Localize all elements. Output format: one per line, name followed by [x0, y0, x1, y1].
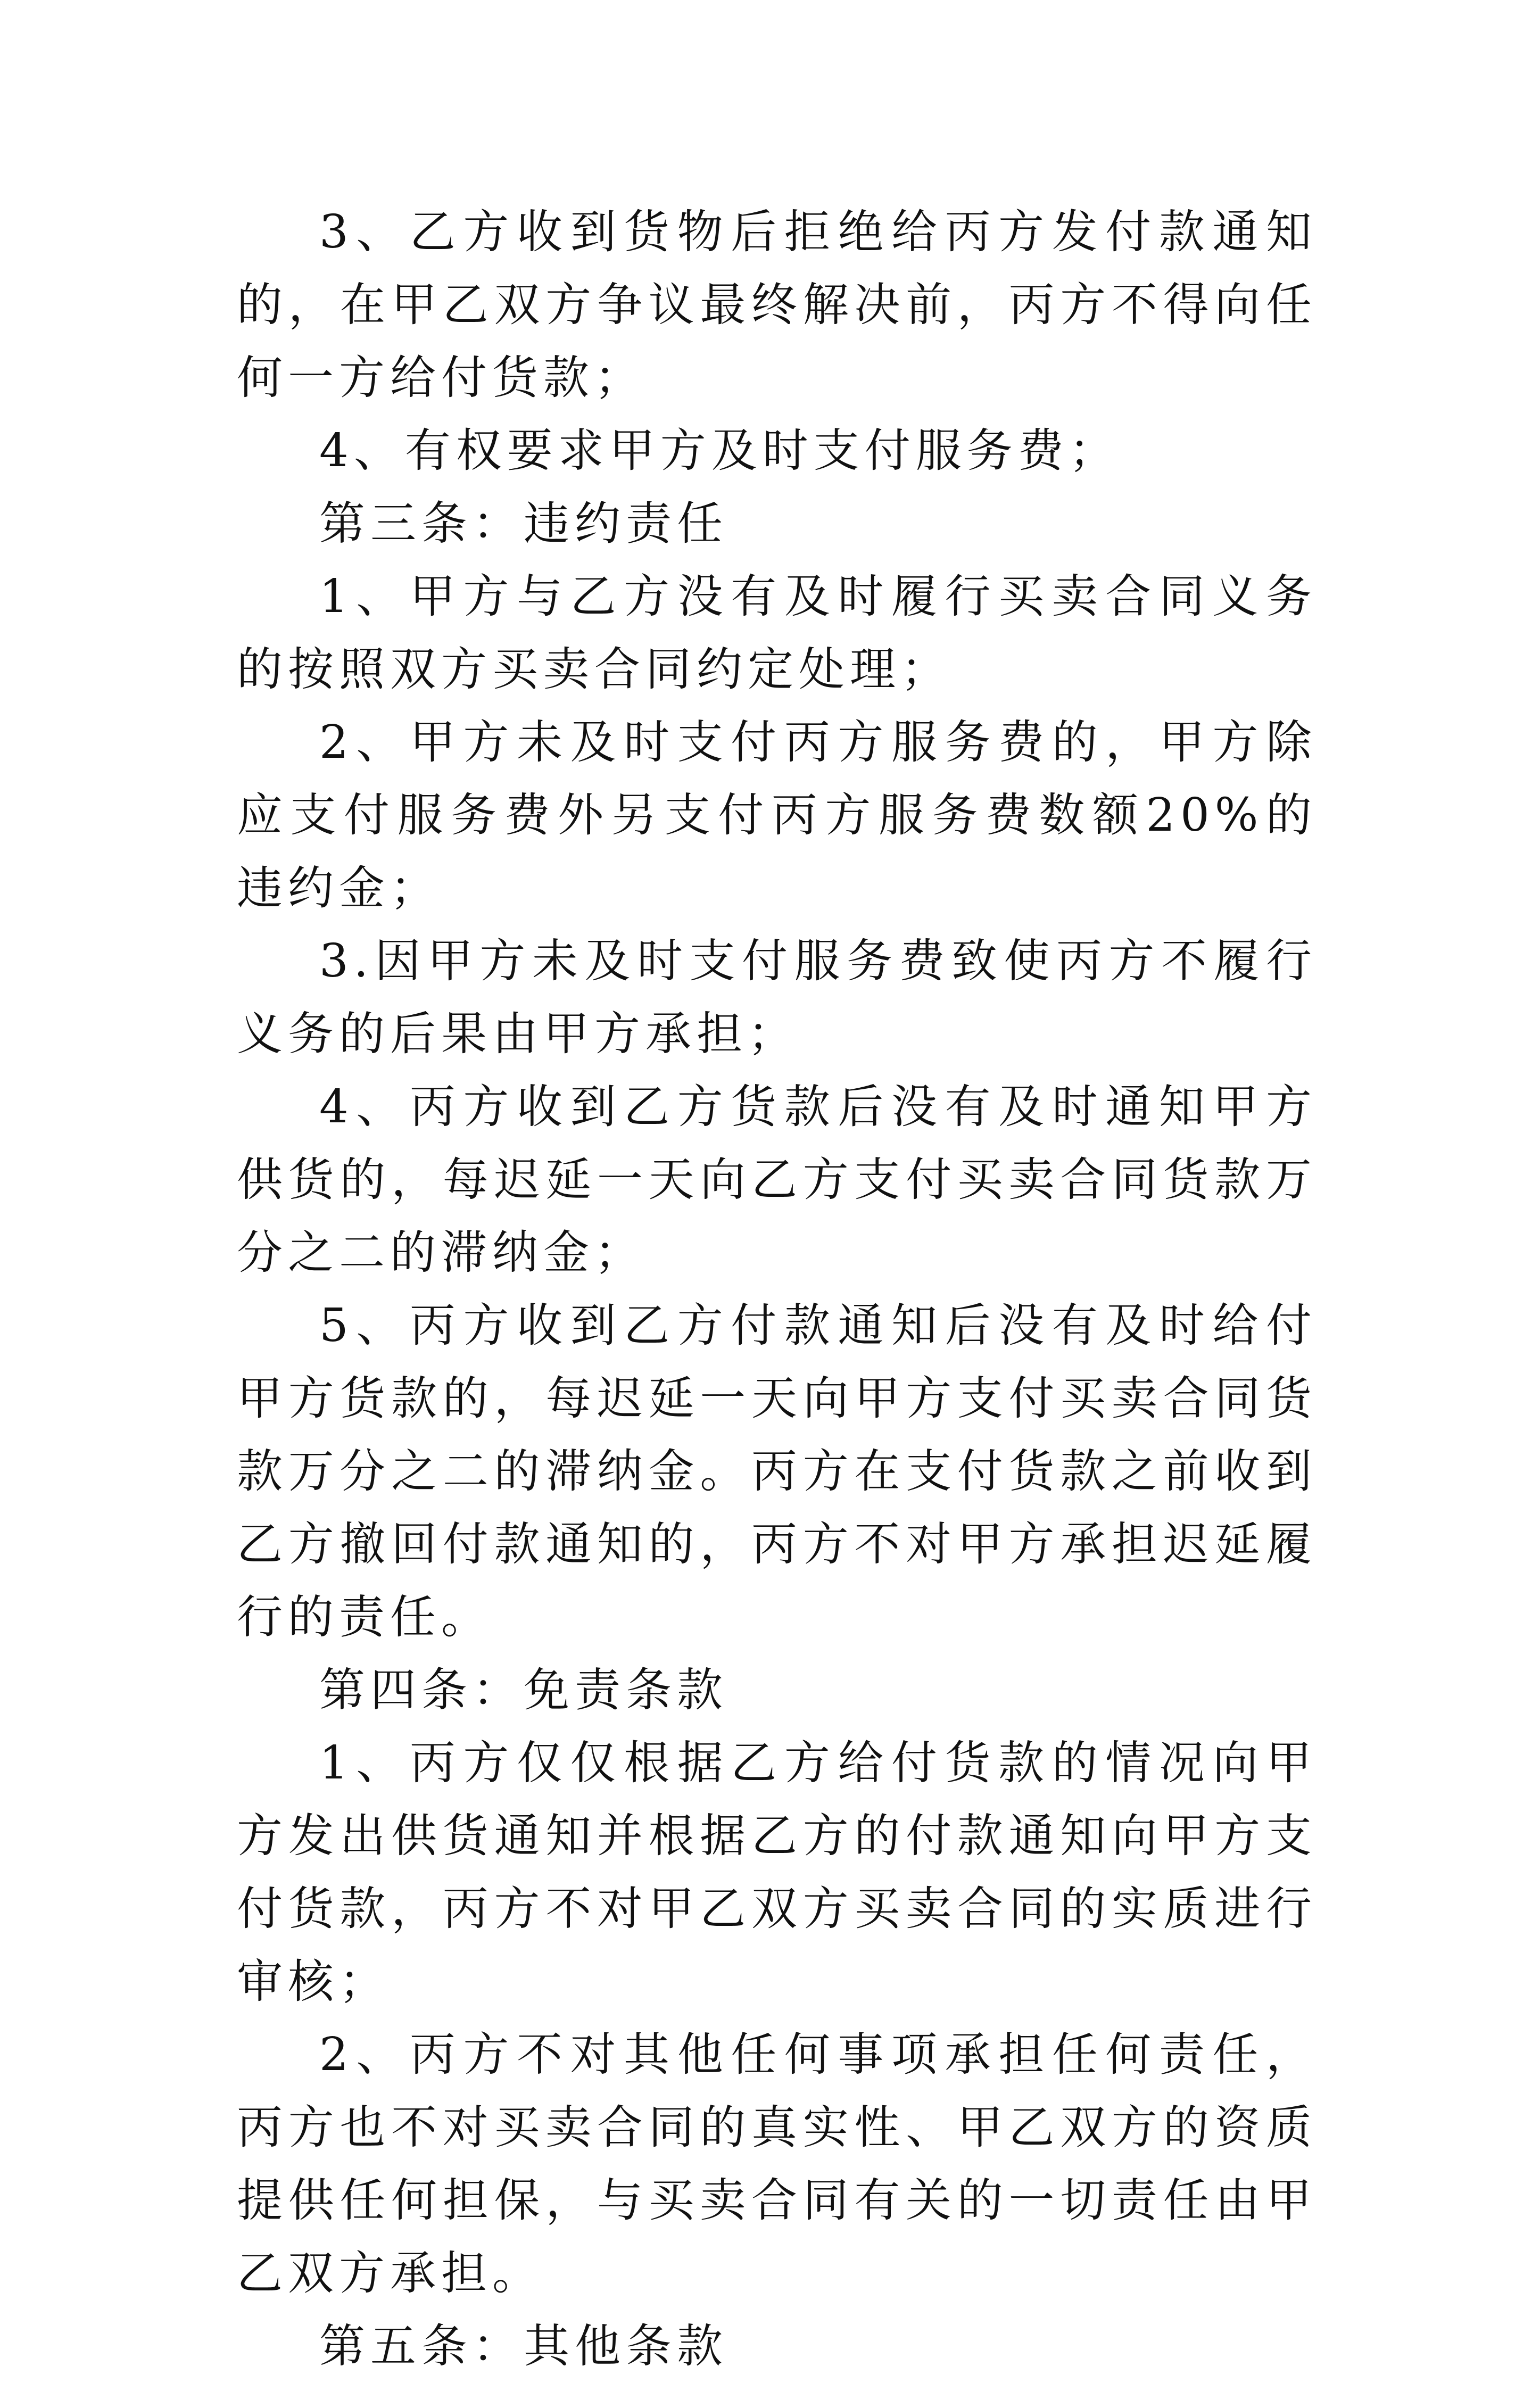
document-body [237, 196, 1317, 2383]
section-heading: 第三条：违约责任 [319, 497, 728, 550]
clause-paragraph: 4、有权要求甲方及时支付服务费； [319, 424, 1120, 477]
clause-paragraph: 3、乙方收到货物后拒绝给丙方发付款通知的，在甲乙双方争议最终解决前，丙方不得向任何一方给付货款； [237, 205, 1317, 404]
section-heading: 第四条：免责条款 [319, 1664, 728, 1717]
clause-paragraph: 5、丙方收到乙方付款通知后没有及时给付甲方货款的，每迟延一天向甲方支付买卖合同货款万分之二的滞纳金。丙方在支付货款之前收到乙方撤回付款通知的，丙方不对甲方承担迟延履行的责任。 [237, 1299, 1317, 1644]
clause-paragraph: 4、丙方收到乙方货款后没有及时通知甲方供货的，每迟延一天向乙方支付买卖合同货款万分之二的滞纳金； [237, 1080, 1317, 1279]
clause-paragraph: 3.因甲方未及时支付服务费致使丙方不履行义务的后果由甲方承担； [237, 934, 1317, 1061]
clause-paragraph: 1、丙方仅仅根据乙方给付货款的情况向甲方发出供货通知并根据乙方的付款通知向甲方支付货款，丙方不对甲乙双方买卖合同的实质进行审核； [237, 1736, 1317, 2008]
section-heading: 第五条：其他条款 [319, 2320, 728, 2373]
clause-paragraph: 2、丙方不对其他任何事项承担任何责任，丙方也不对买卖合同的真实性、甲乙双方的资质提供任何担保，与买卖合同有关的一切责任由甲乙双方承担。 [237, 2028, 1317, 2300]
clause-paragraph: 1、甲方与乙方没有及时履行买卖合同义务的按照双方买卖合同约定处理； [237, 570, 1317, 696]
clause-paragraph: 2、甲方未及时支付丙方服务费的，甲方除应支付服务费外另支付丙方服务费数额20%的违约金； [237, 716, 1317, 915]
